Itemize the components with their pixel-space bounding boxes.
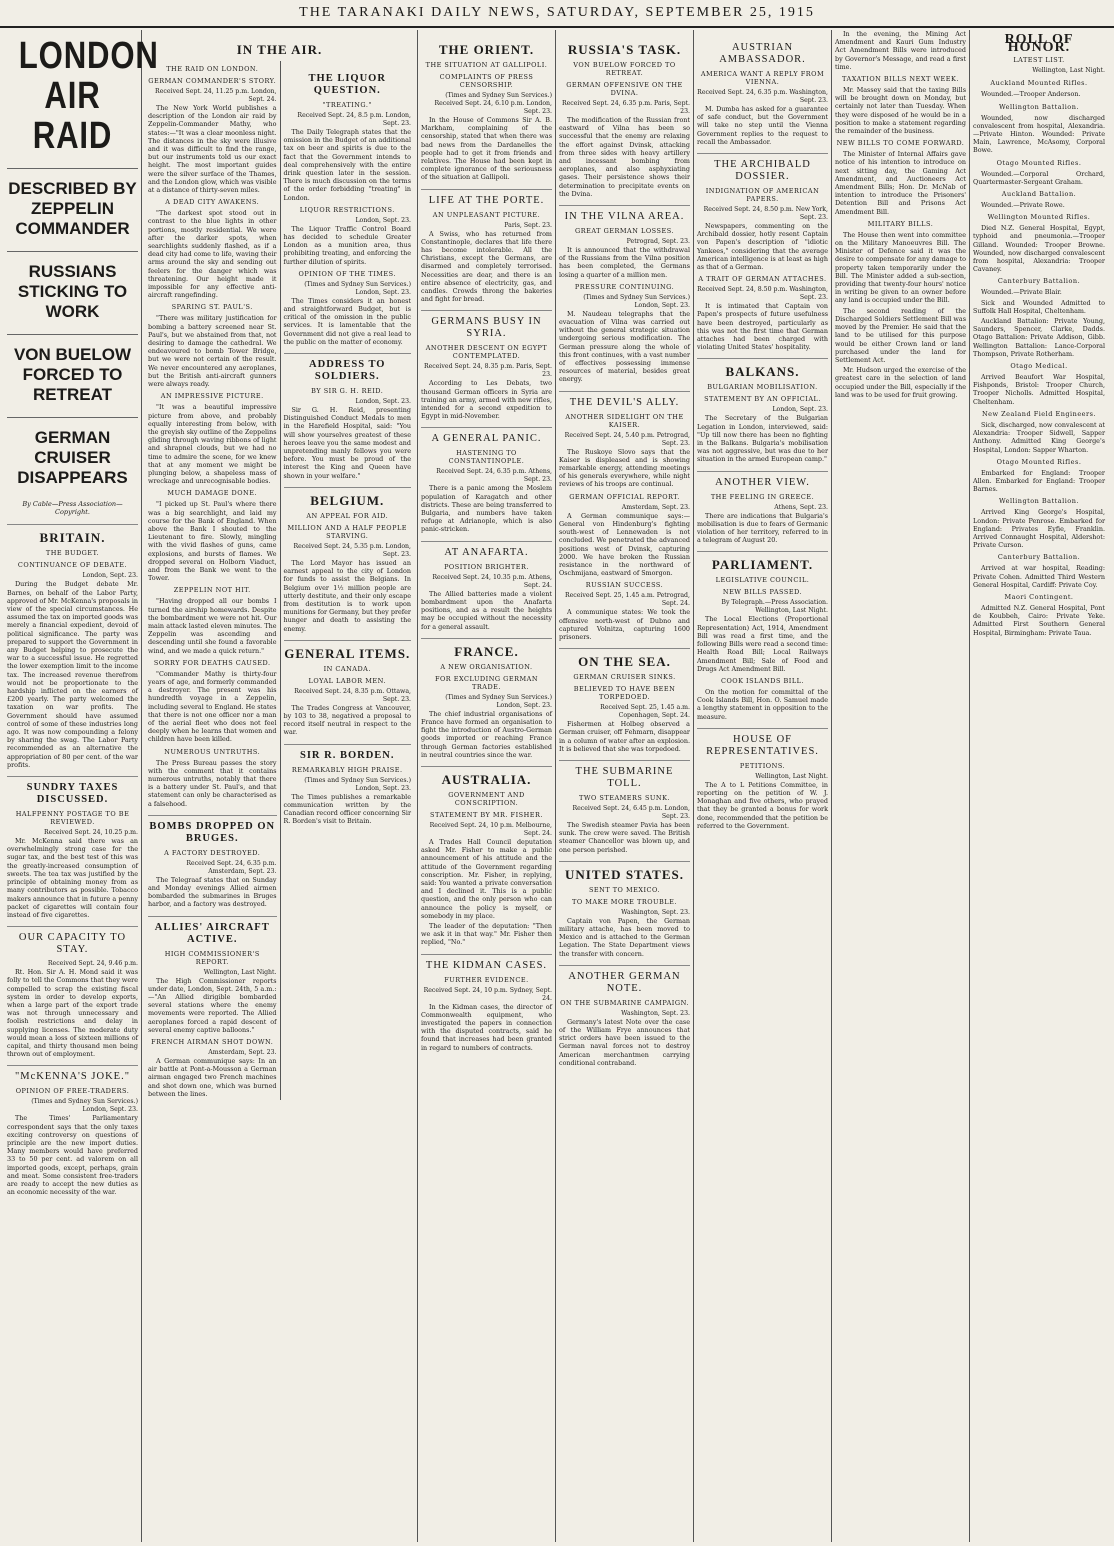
subhead-factory: A FACTORY DESTROYED.: [164, 848, 261, 857]
article-paragraph: The chief industrial organisations of France have formed an organisation to fight the introduction of Austro-German goods imported or reaching France through German factories established in neutral countries since the war.: [421, 709, 552, 759]
subhead-raid: THE RAID ON LONDON.: [166, 65, 259, 73]
article-paragraph: According to Les Debats, two thousand German officers in Syria are training an army, armed with new rifles, intended for a second expedition to Egypt in mid-November.: [421, 379, 552, 421]
dateline: London, Sept. 23.: [355, 216, 411, 224]
subhead-hastening: HASTENING TO CONSTANTINOPLE.: [448, 449, 525, 466]
subhead-story: GERMAN COMMANDER'S STORY.: [148, 77, 277, 85]
subhead-greece: THE FEELING IN GREECE.: [710, 492, 815, 501]
article-paragraph: The Times' Parliamentary correspondent says that the only taxes exciting controversy on questions of principle are the new import duties. Many members would have preferred 33 to 50 per cent. ad valorem on all imported goods, except, perhaps, grain and meat. Some consistent free-traders are ready to accept the new duties as an economic necessity of the war.: [7, 1114, 138, 1197]
subhead-latest: LATEST LIST.: [1013, 56, 1065, 65]
subhead-pressure: PRESSURE CONTINUING.: [574, 282, 675, 291]
roll-entry: Arrived King George's Hospital, London: Private Penrose. Embarked for England: Privates Eyfie, Franklin. Arrived Connaught Hospital, Aldershot: Private Curson.: [973, 508, 1105, 550]
section-soldiers: ADDRESS TO SOLDIERS.: [284, 353, 412, 383]
dateline: Received Sept. 25, 1.45 a.m. Copenhagen, Sept. 24.: [600, 704, 690, 720]
dateline: London, Sept. 23.: [355, 398, 411, 406]
section-sundry-taxes: SUNDRY TAXES DISCUSSED.: [7, 776, 138, 806]
subhead-kaiser: ANOTHER SIDELIGHT ON THE KAISER.: [565, 412, 684, 429]
section-allies-aircraft: ALLIES' AIRCRAFT ACTIVE.: [148, 916, 277, 946]
section-united-states: UNITED STATES.: [559, 861, 690, 882]
subhead-loyal: LOYAL LABOR MEN.: [308, 676, 386, 685]
article-paragraph: The Local Elections (Proportional Representation) Act, 1914, Amendment Bill was read a first time, and the following Bills were read a second time: Health Road Bill; Local Railways Amendment Bill; Sale of Food and Drugs Act Amendment Bill.: [697, 615, 828, 673]
section-capacity: OUR CAPACITY TO STAY.: [7, 926, 138, 956]
column-7: [970, 30, 1108, 1542]
article-paragraph: A communique states: We took the offensive north-west of Dubno and captured Volnitza, capturing 1600 prisoners.: [559, 608, 690, 641]
roll-entry: Wounded.—Private Blair.: [981, 288, 1062, 297]
article-paragraph: It is intimated that Captain von Papen's prospects of future usefulness have been destroyed, particularly as this was not the first time that German attaches had been charged with violating United States' hospitality.: [697, 302, 828, 352]
dateline: Petrograd, Sept. 23.: [626, 238, 690, 246]
article-paragraph: Rt. Hon. Sir A. H. Mond said it was folly to tell the Commons that they were compelled to scrap the existing fiscal system in order to develop exports, when a large part of the export trade was not through unnecessary and foolish restrictions and delay in supplying licenses. The moderate duty would mean a loss of sixteen millions of capital, and thirty thousand men being thrown out of employment.: [7, 968, 138, 1059]
subhead-dead-city: A DEAD CITY AWAKENS.: [165, 198, 260, 207]
subhead-gallipoli: THE SITUATION AT GALLIPOLI.: [425, 61, 548, 69]
subhead-million: MILLION AND A HALF PEOPLE STARVING.: [287, 523, 408, 540]
subhead-complaints: COMPLAINTS OF PRESS CENSORSHIP.: [439, 73, 534, 89]
section-liquor: THE LIQUOR QUESTION.: [308, 73, 386, 96]
dateline: By Telegraph.—Press Association. Wellington, Last Night.: [721, 599, 828, 615]
dateline: (Times and Sydney Sun Services.) Received Sept. 24, 6.10 p.m. London, Sept. 23.: [434, 92, 552, 115]
section-dossier: THE ARCHIBALD DOSSIER.: [697, 153, 828, 183]
subhead-restrictions: LIQUOR RESTRICTIONS.: [299, 205, 395, 214]
article-paragraph: The New York World publishes a description of the London air raid by Zeppelin-Commander Mathy, who states:—"It was a clear moonless night. The distances in the sky were illusive and it was difficult to find the range, but our instruments told us our exact height. The most important guides were the silver surface of the Thames, and the London glow, which was visible at a distance of thirty-seven miles.: [148, 104, 277, 195]
dateline: Washington, Sept. 23.: [621, 1009, 690, 1017]
subhead-indignation: INDIGNATION OF AMERICAN PAPERS.: [705, 187, 820, 204]
subhead-legislative: LEGISLATIVE COUNCIL.: [715, 576, 810, 585]
dateline: Received Sept. 24, 8.35 p.m. Paris, Sept. 23.: [423, 363, 552, 379]
roll-entry: Admitted N.Z. General Hospital, Pont de Koubbeh, Cairo: Private Yeke. Admitted First Southern General Hospital, Birmingham: Private Taua.: [973, 603, 1105, 637]
unit-name: Otago Medical.: [1010, 362, 1068, 371]
subhead-taxation: TAXATION BILLS NEXT WEEK.: [842, 75, 959, 84]
dateline: (Times and Sydney Sun Services.) London, Sept. 23.: [304, 776, 411, 792]
roll-entry: Wounded.—Corporal Orchard, Quartermaster-Sergeant Graham.: [973, 169, 1105, 186]
subhead-trouble: TO MAKE MORE TROUBLE.: [572, 897, 677, 906]
column-3: [418, 30, 556, 1542]
article-paragraph: The Liquor Traffic Control Board has decided to schedule Greater London as a munition area, thus prohibiting treating, and enforcing the further dilution of spirits.: [283, 224, 411, 266]
article-paragraph: "It was a beautiful impressive picture from above, and probably equally interesting from below, with the greyish sky outline of the Zeppelins gliding through waving ribbons of light and shrapnel clouds, but we had no time to admire the scene, for we knew that at any moment we might be plunging below, a shapeless mass of wreckage and unrecognisable bodies.: [148, 403, 277, 486]
section-vilna: IN THE VILNA AREA.: [559, 205, 690, 223]
section-parliament: PARLIAMENT.: [697, 551, 828, 572]
subhead-unpleasant: AN UNPLEASANT PICTURE.: [432, 210, 541, 219]
dateline: (Times and Sydney Sun Services.) London, Sept. 23.: [304, 280, 411, 296]
section-borden: SIR R. BORDEN.: [284, 744, 412, 762]
article-paragraph: In the House of Commons Sir A. B. Markham, complaining of the censorship, stated that when there was bad news from the Dardanelles the people had to get it from friends and relatives. The House had been kept in complete ignorance of the seriousness of the situation at Gallipoli.: [421, 116, 552, 182]
subhead-official: STATEMENT BY AN OFFICIAL.: [704, 395, 821, 404]
roll-entry: Auckland Battalion: Private Young, Saunders, Spencer, Clarke, Dadds. Otago Battalion: Private Addison, Gibb. Wellington Battalion: Lance-Corporal Thompson, Private Rotherham.: [973, 317, 1105, 358]
dateline: Wellington, Last Night.: [203, 968, 277, 976]
column-6: [832, 30, 970, 1542]
section-france: FRANCE.: [421, 638, 552, 659]
subhead-zeppelin-not-hit: ZEPPELIN NOT HIT.: [173, 586, 251, 595]
subhead-reid: BY SIR G. H. REID.: [311, 387, 384, 396]
unit-name: Otago Mounted Rifles.: [996, 457, 1082, 466]
article-paragraph: In the Kidman cases, the director of Commonwealth equipment, who investigated the papers in connection with the disputed contracts, said he found that increases had been granted in regard to numbers of contracts.: [421, 1002, 552, 1052]
article-paragraph: There is a panic among the Moslem population of Karagatch and other districts. These are being transferred to Bulgaria, and numbers have taken refuge at Adrianople, which is also panic-stricken.: [421, 484, 552, 534]
roll-of-honor-title: ROLL OF HONOR.: [1004, 32, 1074, 56]
dateline: Received Sept. 24, 8.50 p.m. New York, Sept. 23.: [703, 206, 828, 222]
headline-deck-3: VON BUELOW FORCED TO RETREAT: [7, 334, 138, 405]
article-paragraph: It is announced that the withdrawal of the Russians from the Vilna position has been completed, the Germans losing a quarter of a million men.: [559, 246, 690, 279]
section-britain: BRITAIN.: [7, 524, 138, 545]
subhead-untruths: NUMEROUS UNTRUTHS.: [164, 747, 261, 756]
section-kidman: THE KIDMAN CASES.: [421, 954, 552, 972]
article-paragraph: The Telegraaf states that on Sunday and Monday evenings Allied airmen bombarded the submarines in Bruges harbor, and a factory was destroyed.: [148, 875, 277, 909]
article-paragraph: "The darkest spot stood out in contrast to the blue lights in other portions, mostly residential. We were after the darker spots, when searchlights suddenly flashed, as if a dead city had come to life, waving their arms around the sky and sending out feelers for the danger which was threatening. Our height made it impossible for any effective anti-aircraft rangefinding.: [148, 209, 277, 300]
subhead-bills: NEW BILLS PASSED.: [722, 588, 803, 597]
subhead-dvina: GERMAN OFFENSIVE ON THE DVINA.: [566, 81, 683, 97]
dateline: (Times and Sydney Sun Services.) London, Sept. 23.: [31, 1098, 138, 1114]
dateline: Received Sept. 24, 6.35 p.m. Athens, Sept. 23.: [436, 468, 552, 484]
article-paragraph: "Commander Mathy is thirty-four years of age, and formerly commanded a destroyer. The present was his hundredth voyage in a Zeppelin, including several to England. He states that there is not one officer nor a man of the aerial fleet who does not feel deeply when he learns that women and children have been killed.: [148, 669, 277, 744]
article-paragraph: The House then went into committee on the Military Manoeuvres Bill. The Minister of Defence said it was the desire to compensate for any damage to property taken temporarily under the Bill. The Minister added a sub-section, providing that twenty-four hours' notice in writing be given to an owner before any land is occupied under the Bill.: [835, 230, 966, 305]
dateline: Amsterdam, Sept. 23.: [208, 1049, 277, 1057]
subhead-reply: AMERICA WANT A REPLY FROM VIENNA.: [700, 70, 825, 86]
dateline: Received Sept. 24, 6.35 p.m. Paris, Sept. 23.: [561, 100, 690, 115]
subhead-petitions: PETITIONS.: [739, 761, 786, 770]
roll-entry: Embarked for England: Trooper Allen. Embarked for England: Trooper Barnes.: [973, 468, 1105, 494]
dateline: (Times and Sydney Sun Services.) London, Sept. 23.: [583, 293, 690, 309]
article-paragraph: A Trades Hall Council deputation asked Mr. Fisher to make a public announcement of his attitude and the attitude of the Government regarding conscription. Mr. Fisher, in replying, said: You wanted a private conversation and I declined it. This is a public question, and the only person who can announce the policy is myself, or somebody in my place.: [421, 837, 552, 920]
dateline: Received Sept. 24, 10 p.m. Sydney, Sept. 24.: [423, 986, 552, 1002]
main-headline: LONDON AIR RAID: [18, 35, 159, 157]
unit-name: Wellington Battalion.: [999, 497, 1079, 506]
article-paragraph: There are indications that Bulgaria's mobilisation is due to fears of Germanic violation of her territory, referred to in a telegram of August 20.: [697, 511, 828, 545]
roll-entry: Died N.Z. General Hospital, Egypt, typhoid and pneumonia.—Trooper Gilland. Wounded: Trooper Browne. Wounded, now discharged convalescent from hospital, Alexandria: Trooper Cavaney.: [973, 224, 1105, 274]
column-5: [694, 30, 832, 1542]
column-4: [556, 30, 694, 1542]
subhead-attaches: A TRAIT OF GERMAN ATTACHES.: [698, 275, 827, 284]
subhead-budget: THE BUDGET.: [45, 549, 100, 558]
section-balkans: BALKANS.: [697, 358, 828, 379]
dateline: Wellington, Last Night.: [1032, 67, 1105, 75]
column-2-left: [145, 61, 280, 1100]
article-paragraph: The Press Bureau passes the story with the comment that it contains numerous untruths, notably that there is a battery under St. Paul's, and that statement can only be characterised as a falsehood.: [148, 758, 277, 808]
subhead-evidence: FURTHER EVIDENCE.: [444, 975, 529, 984]
article-paragraph: Germany's latest Note over the case of the William Frye announces that strict orders have been issued to the German naval forces not to destroy American merchantmen carrying conditional contraband.: [559, 1017, 690, 1067]
subhead-excluding: FOR EXCLUDING GERMAN TRADE.: [434, 674, 539, 691]
section-porte: LIFE AT THE PORTE.: [421, 189, 552, 207]
article-paragraph: The Daily Telegraph states that the omission in the Budget of an additional tax on beer and spirits is due to the fact that the Government intends to deal comprehensively with the entire drink question later in the session. There is much discussion on the terms of the order forbidding "treating" in London.: [283, 128, 411, 202]
masthead: THE TARANAKI DAILY NEWS, SATURDAY, SEPTEMBER 25, 1915: [0, 0, 1114, 28]
column-2: [142, 30, 418, 1542]
subhead-egypt: ANOTHER DESCENT ON EGYPT CONTEMPLATED.: [425, 344, 548, 361]
unit-name: Auckland Battalion.: [1001, 190, 1077, 199]
subhead-torpedoed: BELIEVED TO HAVE BEEN TORPEDOED.: [573, 685, 676, 702]
article-paragraph: The Times considers it an honest and straightforward Budget, but is critical of the omission in the public services. It is lamentable that the Government did not give a real lead to the public on the matter of economy.: [283, 296, 411, 346]
article-paragraph: Newspapers, commenting on the Archibald dossier, hotly resent Captain von Papen's description of "idiotic Yankees," considering that the average American intelligence is at least as high as that of a German.: [697, 222, 828, 272]
headline-deck-1: DESCRIBED BY ZEPPELIN COMMANDER: [7, 168, 138, 239]
dateline: Paris, Sept. 23.: [504, 221, 552, 229]
article-paragraph: In the evening, the Mining Act Amendment and Kauri Gum Industry Act Amendment Bills were introduced by Governor's Message, and read a first time.: [835, 30, 966, 71]
headline-deck-2: RUSSIANS STICKING TO WORK: [7, 251, 138, 322]
article-paragraph: Sir G. H. Reid, presenting Distinguished Conduct Medals to men in the Harefield Hospital, said: "You will show yourselves greatest of these heroes leave you the same modest and unpretending manly fellows you were before. You must be proud of the interest the King and Queen have shown in your welfare.": [283, 406, 411, 480]
dateline: Received Sept. 24, 6.45 p.m. London, Sept. 23.: [572, 804, 690, 820]
roll-entry: Wounded, now discharged convalescent from hospital, Alexandria.—Private Hinton. Wounded: Private Main, Lawrence, McAsomy, Corporal Bowe.: [973, 113, 1105, 155]
headline-deck-4: GERMAN CRUISER DISAPPEARS: [7, 417, 138, 488]
subhead-position: POSITION BRIGHTER.: [444, 562, 529, 571]
article-paragraph: M. Naudeau telegraphs that the evacuation of Vilna was carried out without the general strategic situation undergoing serious modification. The German pressure along the whole of this front continues, with a vast number of effectives possessing immense resources of material, besides great energy.: [559, 309, 690, 384]
article-paragraph: The Times publishes a remarkable communication written by the Canadian record officer concerning Sir R. Borden's visit to Britain.: [283, 792, 411, 826]
section-russia: RUSSIA'S TASK.: [567, 42, 682, 57]
article-paragraph: The Trades Congress at Vancouver, by 103 to 38, negatived a proposal to record itself neutral in respect to the war.: [283, 703, 411, 737]
roll-entry: Sick and Wounded Admitted to Suffolk Hall Hospital, Cheltenham.: [973, 298, 1105, 315]
dateline: Received Sept. 24, 10 p.m. Melbourne, Sept. 24.: [429, 821, 552, 837]
article-paragraph: The A to L Petitions Committee, in reporting on the petition of W. J. Monaghan and five others, who prayed that they be granted a bonus for work done, recommended that the petition be referred to the Government.: [697, 780, 828, 830]
subhead-organisation: A NEW ORGANISATION.: [440, 662, 533, 671]
section-another-view: ANOTHER VIEW.: [697, 471, 828, 489]
article-paragraph: The Ruskoye Slovo says that the Kaiser is displeased and is showing remarkable energy, attending meetings of his generals everywhere, while night reviews of his troops are continual.: [559, 447, 690, 489]
subhead-bulgarian: BULGARIAN MOBILISATION.: [707, 383, 818, 392]
article-paragraph: The Swedish steamer Pavia has been sunk. The crew were saved. The British steamer Chancellor was blown up, and one person perished.: [559, 820, 690, 854]
dateline: Amsterdam, Sept. 23.: [621, 503, 690, 511]
article-paragraph: "Having dropped all our bombs I turned the airship homewards. Despite the bombardment we were not hit. Our main attack lasted eleven minutes. The Zeppelin was ascending and descending until she found a favorable wind, and we made a quick return.": [148, 597, 277, 655]
dateline: Received Sept. 24, 8.35 p.m. Ottawa, Sept. 23.: [294, 687, 411, 703]
subhead-losses: GREAT GERMAN LOSSES.: [575, 227, 674, 236]
unit-name: Canterbury Battalion.: [997, 277, 1081, 286]
dateline: Received Sept. 25, 1.45 a.m. Petrograd, Sept. 24.: [564, 592, 690, 608]
subhead-halfpenny: HALFPENNY POSTAGE TO BE REVIEWED.: [15, 810, 130, 827]
article-paragraph: A German communique says:—General von Hindenburg's fighting south-west of Lennewaden is not concluded. We penetrated the advanced positions west of Dvinsk, capturing 2000. We have broken the Russian resistance in the northward of Oschmijana, eastward of Smorgon.: [559, 511, 690, 578]
subhead-st-pauls: SPARING ST. PAUL'S.: [171, 303, 253, 312]
subhead-impressive: AN IMPRESSIVE PICTURE.: [160, 392, 264, 401]
article-paragraph: Mr. Hudson urged the exercise of the greatest care in the selection of land occupied under the Bill, especially if the land was to be used for fruit growing.: [835, 366, 966, 399]
section-bombs-bruges: BOMBS DROPPED ON BRUGES.: [148, 815, 277, 845]
section-submarine: THE SUBMARINE TOLL.: [559, 760, 690, 790]
article-paragraph: The High Commissioner reports under date, London, Sept. 24th, 5 a.m.:—"An Allied dirigible bombarded several stations where the enemy movements were reported. The Allied aeroplanes forced a rapid descent of several enemy captive balloons.": [148, 976, 277, 1034]
unit-name: Maori Contingent.: [1004, 592, 1074, 601]
subhead-canada: IN CANADA.: [323, 664, 371, 673]
subhead-praise: REMARKABLY HIGH PRAISE.: [291, 765, 403, 774]
dateline: Received Sept. 24, 11.25 p.m. London, Sept. 24.: [155, 88, 277, 103]
article-paragraph: A German communique says: In an air battle at Pont-a-Mousson a German airman engaged two French machines and shot down one, which was burned between the lines.: [148, 1057, 277, 1098]
byline: By Cable—Press Association—Copyright.: [22, 500, 123, 517]
article-paragraph: Fishermen at Holbeg observed a German cruiser, off Fehmarn, disappear in a column of water after an explosion. It is believed that she was torpedoed.: [559, 720, 690, 753]
subhead-campaign: ON THE SUBMARINE CAMPAIGN.: [560, 998, 689, 1007]
article-paragraph: A Swiss, who has returned from Constantinople, declares that life there has become intolerable. All the Christians, except the Germans, are disarmed and completely terrorised. Necessities are dear, and there is an entire absence of electricity, gas, and candles. Crowds throng the bakeries and fight for bread.: [421, 229, 552, 304]
article-paragraph: During the Budget debate Mr. Barnes, on behalf of the Labor Party, approved of Mr. McKenna's proposals in view of the special circumstances. He assumed the tax on imported goods was merely a financial expedient, devoid of political significance. The party was prepared to support the Government in any Budget helping to prosecute the war to a successful issue. He regretted the lower exemption limit to the income tax. The increased revenue therefrom would not be proportionate to the hardship inflicted on the earners of £200 yearly. The party welcomed the taxation on war profits. The Government should have assumed control of some of these industries long ago. It was now compounding a felony by sharing the swag. The Labor Party recommended as an alternative the appropriation of 80 per cent. of the war profits.: [7, 580, 138, 769]
column-1: [4, 30, 159, 1542]
subhead-continuance: CONTINUANCE OF DEBATE.: [17, 561, 128, 570]
article-paragraph: The Secretary of the Bulgarian Legation in London, interviewed, said: "Up till now there has been no fighting in the Balkans. Bulgaria's mobilisation was not aggressive, but was due to her situation in the armed European camp.": [697, 414, 828, 464]
article-paragraph: The modification of the Russian front eastward of Vilna has been so successful that the enemy are relaxing the effort against Dvinsk, attacking from three sides with heavy artillery and incessant bombing from aeroplanes, and also asphyxiating gases. Their persistence shows their determination to precipitate events on the Dvina.: [559, 116, 690, 198]
unit-name: Canterbury Battalion.: [997, 553, 1081, 562]
article-paragraph: The Allied batteries made a violent bombardment upon the Anafarta positions, and as a result the heights may be occupied without the necessity for a general assault.: [421, 589, 552, 631]
section-panic: A GENERAL PANIC.: [421, 427, 552, 445]
article-paragraph: Captain von Papen, the German military attache, has been moved to Mexico and is attached to the German Legation. The State Department views the transfer with concern.: [559, 916, 690, 958]
dateline: London, Sept. 23.: [772, 406, 828, 414]
dateline: Received Sept. 24, 6.35 p.m. Amsterdam, Sept. 23.: [186, 859, 277, 875]
article-paragraph: Mr. Massey said that the taxing Bills will be brought down on Monday, but certainly not later than Tuesday. When they were disposed of he would be in a position to make a statement regarding the remainder of the business.: [835, 86, 966, 136]
section-anafarta: AT ANAFARTA.: [421, 541, 552, 559]
unit-name: Wellington Battalion.: [999, 102, 1079, 111]
dateline: Received Sept. 24, 10.35 p.m. Athens, Sept. 24.: [432, 573, 552, 589]
roll-entry: Arrived at war hospital, Reading: Private Cohen. Admitted Third Western General Hospital, Cardiff: Private Coy.: [973, 564, 1105, 589]
subhead-mexico: SENT TO MEXICO.: [588, 885, 661, 894]
dateline: Received Sept. 24, 6.35 p.m. Washington, Sept. 23.: [697, 89, 828, 104]
section-australia: AUSTRALIA.: [421, 766, 552, 787]
section-belgium: BELGIUM.: [284, 487, 412, 508]
section-orient: THE ORIENT.: [438, 42, 535, 57]
subhead-french-airman: FRENCH AIRMAN SHOT DOWN.: [151, 1038, 274, 1047]
column-2-right: [280, 61, 415, 1100]
subhead-appeal: AN APPEAL FOR AID.: [306, 511, 389, 520]
article-paragraph: M. Dumba has asked for a guarantee of safe conduct, but the Government will take no step until the Vienna Government replies to the request to recall the Ambassador.: [697, 105, 828, 146]
section-devil: THE DEVIL'S ALLY.: [559, 391, 690, 409]
article-paragraph: The second reading of the Discharged Soldiers Settlement Bill was moved by the Premier. He said that the land to be utilised for this purpose would be either Crown land or land purchased under the land for Settlement Act.: [835, 306, 966, 364]
subhead-treating: "TREATING.": [322, 101, 372, 109]
dateline: Athens, Sept. 23.: [774, 503, 828, 511]
subhead-steamers: TWO STEAMERS SUNK.: [579, 793, 670, 802]
roll-entry: Wounded.—Trooper Anderson.: [981, 90, 1081, 99]
article-paragraph: On the motion for committal of the Cook Islands Bill, Hon. O. Samuel made a lengthy statement in opposition to the measure.: [697, 687, 828, 721]
roll-entry: Wounded.—Private Rowe.: [981, 201, 1065, 210]
section-house: HOUSE OF REPRESENTATIVES.: [697, 728, 828, 758]
dateline: Washington, Sept. 23.: [621, 908, 690, 916]
subhead-cook: COOK ISLANDS BILL.: [720, 676, 805, 685]
section-sea: ON THE SEA.: [559, 648, 690, 669]
section-general-items: GENERAL ITEMS.: [284, 640, 412, 661]
columns: [4, 30, 1110, 1542]
subhead-high-comm: HIGH COMMISSIONER'S REPORT.: [164, 949, 260, 966]
article-paragraph: The leader of the deputation: "Then we ask it in that way." Mr. Fisher then replied, "No.": [421, 921, 552, 947]
article-paragraph: The Lord Mayor has issued an earnest appeal to the city of London for funds to assist the Belgians. In Belgium over 1½ million people are utterly destitute, and their only escape from destitution is to work upon munitions for Germany, but they prefer hunger and death to assisting the enemy.: [283, 558, 411, 633]
subhead-military: MILITARY BILLS.: [867, 219, 934, 228]
dateline: Received Sept. 24, 9.46 p.m.: [47, 960, 138, 968]
unit-name: New Zealand Field Engineers.: [981, 409, 1097, 418]
dateline: Received Sept. 24, 5.40 p.m. Petrograd, Sept. 23.: [564, 431, 690, 447]
article-paragraph: "There was military justification for bombing a battery screened near St. Paul's, but we abstained from that, not desiring to damage the cathedral. We endeavoured to bomb Tower Bridge, but we were not certain of the result. We never encountered any aeroplanes, but the British anti-aircraft gunners were always ready.: [148, 314, 277, 389]
unit-name: Otago Mounted Rifles.: [996, 158, 1082, 167]
unit-name: Auckland Mounted Rifles.: [990, 79, 1088, 88]
subhead-conscription: GOVERNMENT AND CONSCRIPTION.: [448, 790, 525, 807]
dateline: Received Sept. 24, 8.5 p.m. London, Sept. 23.: [297, 112, 411, 127]
subhead-times-opinion: OPINION OF THE TIMES.: [298, 269, 396, 278]
article-paragraph: "I picked up St. Paul's where there was a big searchlight, and laid my course for the Bank of England. When above the Bank I shouted to the Lieutenant to fire. Slowly, mingling with the vivid flashes of guns, came explosions, and bursts of flames. We dropped several on Holborn Viaduct, and from the Bank we went to the Tower.: [148, 500, 277, 583]
roll-entry: Sick, discharged, now convalescent at Alexandria: Trooper Sidwell, Sapper Anthony. Admitted King George's Hospital, London: Sapper Wharton.: [973, 420, 1105, 454]
dateline: Received Sept. 24, 10.25 p.m.: [43, 829, 138, 837]
subhead-success: RUSSIAN SUCCESS.: [585, 581, 664, 590]
article-paragraph: The Minister of Internal Affairs gave notice of his intention to introduce on next sitting day, the Gaming Act Amendment, and Auctioneers Act Amendment Bills; Hon. Dr. McNab of intention to introduce the Prisoners' Detention Bill and Prisons Act Amendment Bill.: [835, 150, 966, 216]
subhead-new-bills: NEW BILLS TO COME FORWARD.: [836, 139, 965, 148]
section-austrian: AUSTRIAN AMBASSADOR.: [719, 42, 806, 65]
subhead-official: GERMAN OFFICIAL REPORT.: [569, 492, 680, 501]
section-german-note: ANOTHER GERMAN NOTE.: [559, 965, 690, 995]
dateline: (Times and Sydney Sun Services.) London, Sept. 23.: [445, 693, 552, 709]
section-mckenna-joke: "McKENNA'S JOKE.": [7, 1065, 138, 1083]
subhead-sinks: GERMAN CRUISER SINKS.: [573, 673, 676, 682]
dateline: Received Sept. 24, 5.35 p.m. London, Sept. 23.: [293, 542, 411, 558]
unit-name: Wellington Mounted Rifles.: [987, 213, 1091, 222]
dateline: London, Sept. 23.: [82, 572, 138, 580]
article-paragraph: Mr. McKenna said there was an overwhelmingly strong case for the sugar tax, and the best test of this was the greatly-increased consumption of sweets. The tea tax was justified by the principle of obtaining money from as many contributors as possible. Tobacco makers announce that in future a penny packet of cigarettes will contain four instead of five cigarettes.: [7, 837, 138, 919]
subhead-free-traders: OPINION OF FREE-TRADERS.: [15, 1087, 130, 1096]
column-2-split: [145, 61, 414, 1100]
subhead-damage: MUCH DAMAGE DONE.: [167, 489, 258, 498]
dateline: Received Sept. 24, 8.50 p.m. Washington, Sept. 23.: [697, 286, 828, 302]
subhead-buelow: VON BUELOW FORCED TO RETREAT.: [573, 61, 676, 77]
section-syria: GERMANS BUSY IN SYRIA.: [421, 310, 552, 340]
roll-entry: Arrived Beaufort War Hospital, Fishponds, Bristol: Trooper Church, Trooper Nicholls. Admitted Hospital, Cheltenham.: [973, 373, 1105, 406]
subhead-statement: STATEMENT BY MR. FISHER.: [430, 810, 543, 819]
subhead-sorry: SORRY FOR DEATHS CAUSED.: [153, 658, 271, 667]
dateline: Wellington, Last Night.: [755, 772, 828, 780]
section-in-the-air: IN THE AIR.: [236, 42, 323, 57]
